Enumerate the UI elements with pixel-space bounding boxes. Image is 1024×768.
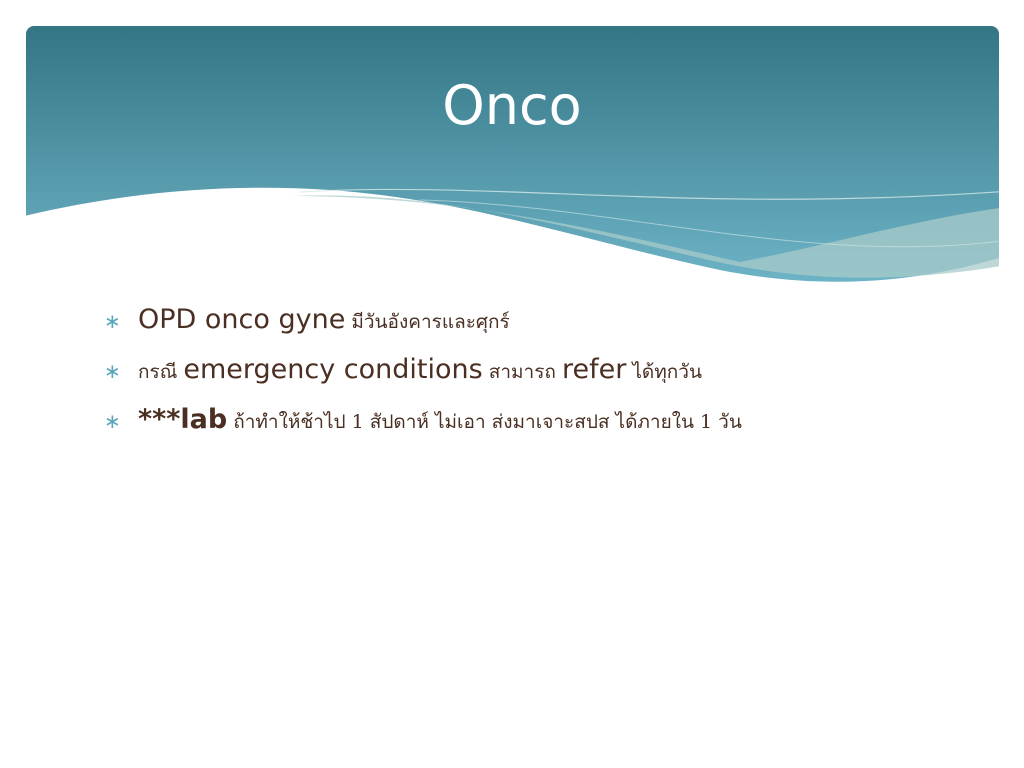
bullet-item (104, 304, 964, 354)
bullet-text-segment: มีวันอังคารและศุกร์ (345, 311, 510, 333)
asterisk-icon: ∗ (104, 409, 121, 433)
bullet-text-segment: สามารถ (482, 361, 562, 383)
asterisk-icon: ∗ (104, 309, 121, 333)
bullet-item (104, 354, 964, 404)
header-wave-banner (0, 0, 1024, 300)
bullet-text-segment: refer (561, 354, 627, 385)
bullet-list (104, 304, 964, 454)
slide-title: Onco (442, 74, 582, 137)
bullet-text-segment: ได้ทุกวัน (626, 361, 702, 383)
bullet-text-segment: OPD onco gyne (138, 304, 346, 335)
bullet-text (138, 304, 510, 337)
bullet-item (104, 404, 964, 454)
bullet-text (138, 404, 742, 437)
bullet-text-segment: emergency conditions (183, 354, 483, 385)
bullet-text (138, 354, 702, 387)
bullet-text-segment: ***lab (138, 404, 228, 435)
bullet-text-segment: กรณี (138, 361, 184, 383)
bullet-text-segment: ถ้าทำให้ช้าไป 1 สัปดาห์ ไม่เอา ส่งมาเจาะสปส ได้ภายใน 1 วัน (227, 411, 742, 433)
asterisk-icon: ∗ (104, 359, 121, 383)
